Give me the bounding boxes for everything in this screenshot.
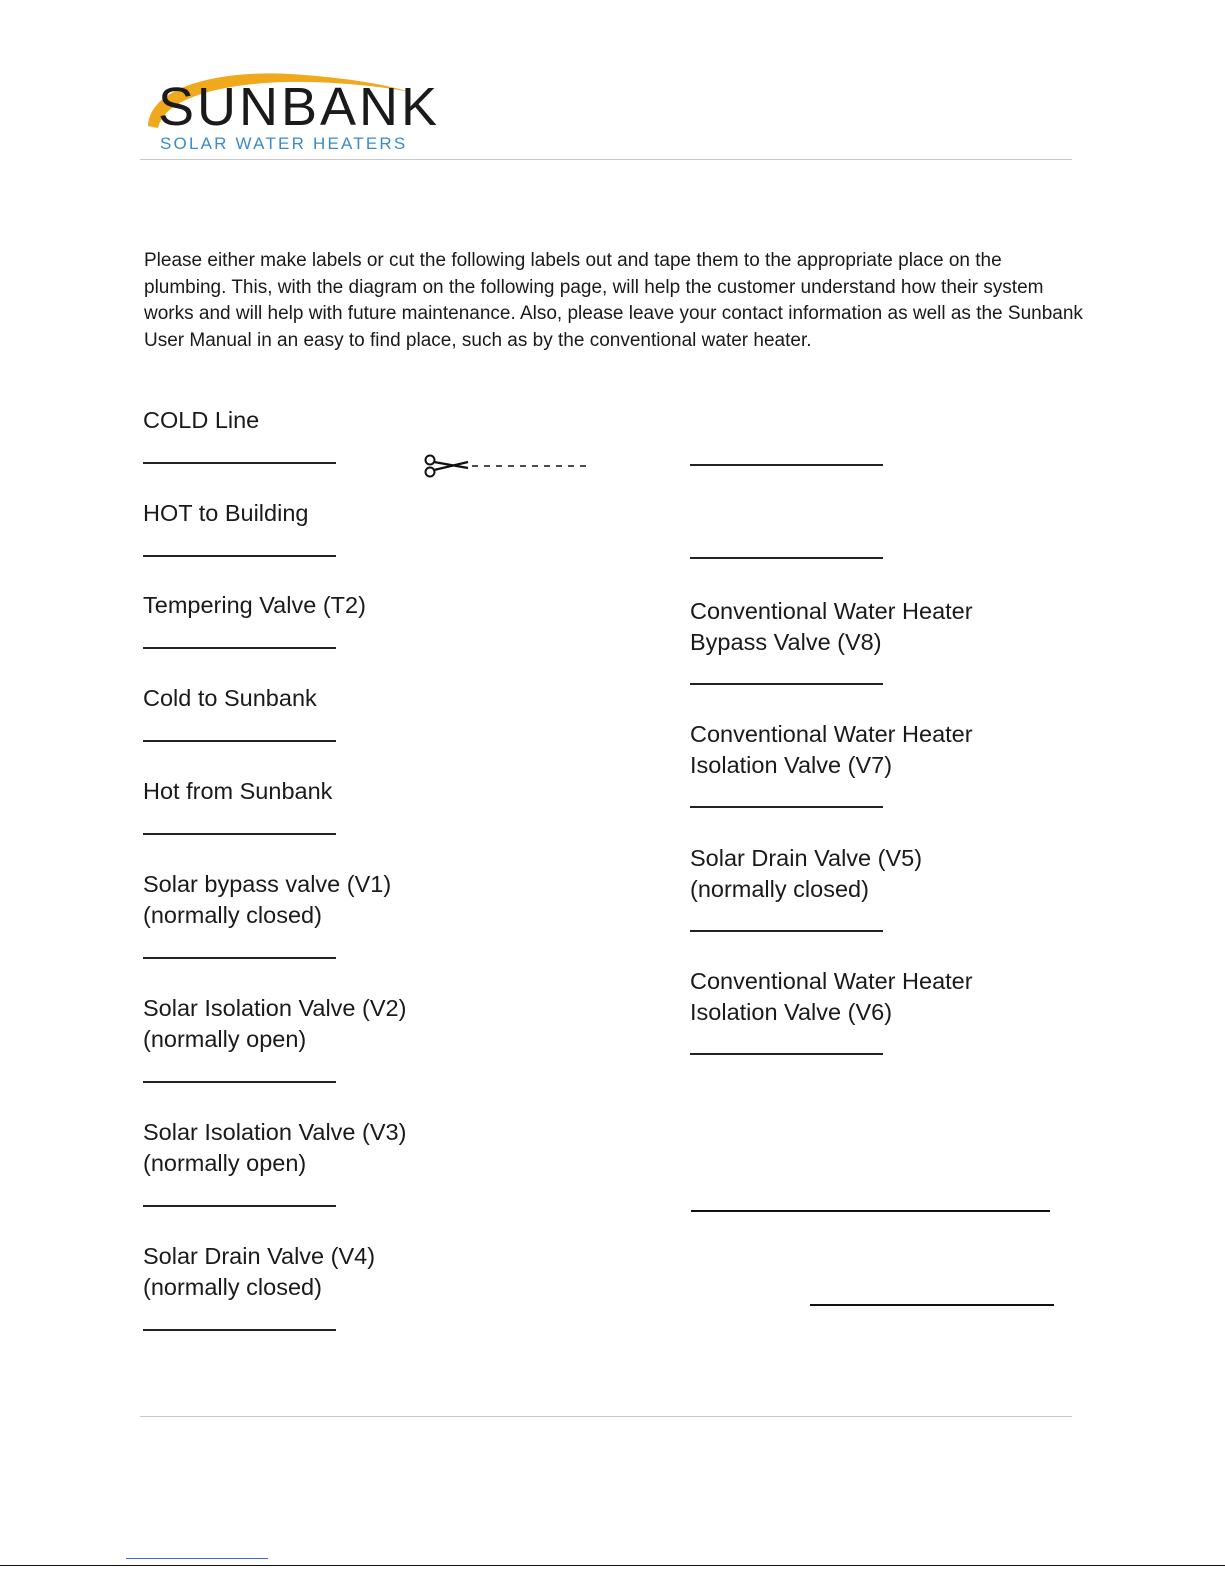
cut-line	[143, 555, 336, 557]
label-solar-drain-valve-v5: Solar Drain Valve (V5) (normally closed)	[690, 845, 923, 902]
footer-link-underline	[126, 1558, 268, 1559]
label-hot-to-building: HOT to Building	[143, 500, 309, 526]
label-conventional-bypass-valve-v8: Conventional Water Heater Bypass Valve (V8)	[690, 598, 973, 655]
cut-line	[143, 957, 336, 959]
cut-line	[690, 557, 883, 559]
cut-line	[143, 1329, 336, 1331]
label-tempering-valve: Tempering Valve (T2)	[143, 592, 366, 618]
cut-line	[143, 1081, 336, 1083]
label-solar-bypass-valve-v1: Solar bypass valve (V1) (normally closed)	[143, 871, 392, 928]
scissors-icon	[422, 451, 592, 481]
cut-line	[690, 806, 883, 808]
cut-line	[690, 683, 883, 685]
cut-line	[143, 462, 336, 464]
label-solar-isolation-valve-v2: Solar Isolation Valve (V2) (normally open)	[143, 995, 407, 1052]
instructions-paragraph: Please either make labels or cut the following labels out and tape them to the appropriate place on the plumbing. This, with the diagram on the following page, will help the customer understand how their system works and will help with future maintenance. Also, please leave your contact information as well as the Sunbank User Manual in an easy to find place, such as by the conventional water heater.	[144, 250, 1083, 351]
cut-line	[143, 833, 336, 835]
contact-date-line	[810, 1304, 1054, 1306]
label-cold-line: COLD Line	[143, 407, 260, 433]
label-conventional-isolation-valve-v7: Conventional Water Heater Isolation Valve (V7)	[690, 721, 973, 778]
cut-line	[690, 930, 883, 932]
label-conventional-isolation-valve-v6: Conventional Water Heater Isolation Valve (V6)	[690, 968, 973, 1025]
cut-line	[690, 1053, 883, 1055]
label-cold-to-sunbank: Cold to Sunbank	[143, 685, 317, 711]
footer-divider	[140, 1416, 1072, 1417]
cut-line	[143, 740, 336, 742]
header-divider	[140, 159, 1072, 160]
label-solar-isolation-valve-v3: Solar Isolation Valve (V3) (normally open)	[143, 1119, 407, 1176]
label-solar-drain-valve-v4: Solar Drain Valve (V4) (normally closed)	[143, 1243, 376, 1300]
label-hot-from-sunbank: Hot from Sunbank	[143, 778, 333, 804]
page-bottom-edge	[0, 1565, 1225, 1566]
contact-signature-line	[691, 1210, 1050, 1212]
cut-line	[143, 647, 336, 649]
cut-line	[690, 464, 883, 466]
logo-tagline: SOLAR WATER HEATERS	[160, 134, 408, 153]
cut-line	[143, 1205, 336, 1207]
logo-wordmark: SUNBANK	[158, 77, 441, 137]
